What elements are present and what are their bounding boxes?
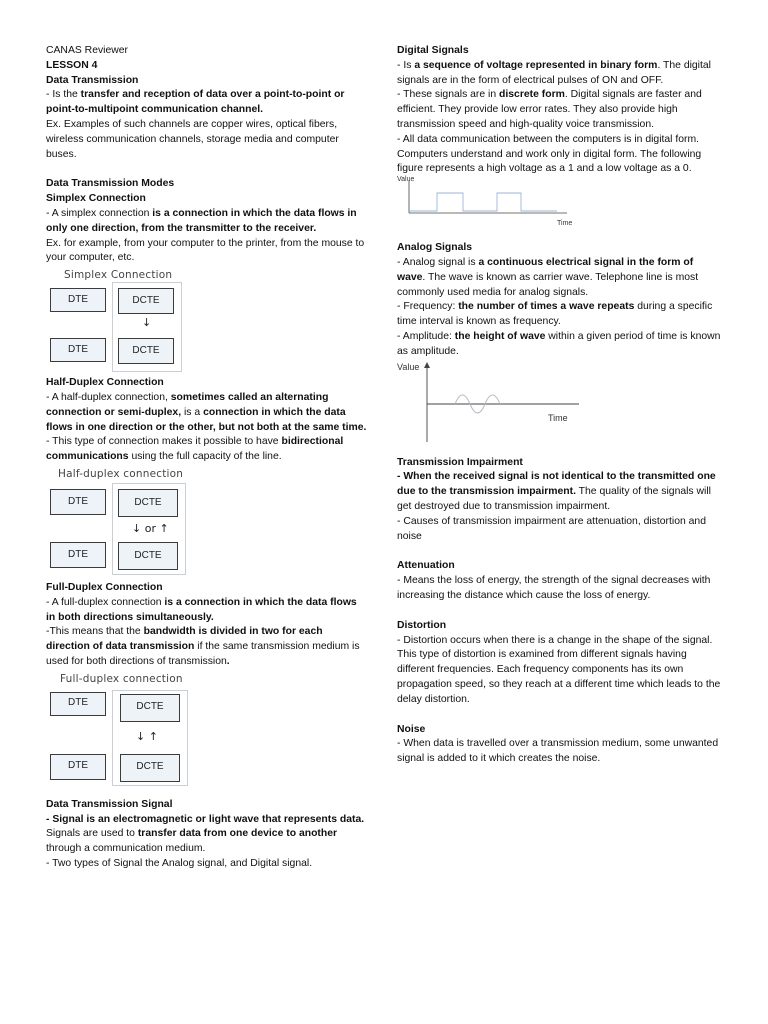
half-duplex-arrows: ↓ or ↑ <box>132 521 169 535</box>
analog-amplitude: - Amplitude: the height of wave within a given period of time is known as amplitude. <box>397 330 721 357</box>
left-column <box>46 44 368 872</box>
simplex-arrow: ↓ <box>142 316 152 330</box>
simplex-dcte-bottom: DCTE <box>118 338 174 364</box>
right-column <box>397 44 723 767</box>
impairment-heading: Transmission Impairment <box>397 456 523 468</box>
simplex-dte-bottom: DTE <box>50 338 106 362</box>
noise-heading: Noise <box>397 723 426 735</box>
full-duplex-dcte-top: DCTE <box>120 694 180 722</box>
attenuation-definition: - Means the loss of energy, the strength of the signal decreases with increasing the distance which cause the loss of energy. <box>397 575 711 601</box>
full-duplex-dte-bottom: DTE <box>50 754 106 780</box>
digital-discrete: - These signals are in discrete form. Digital signals are faster and efficient. They provide low error rates. They also provide high transmission speed and high-quality voice transmission. <box>397 89 702 130</box>
digital-heading: Digital Signals <box>397 45 469 56</box>
attenuation-heading: Attenuation <box>397 560 455 572</box>
simplex-dte-top: DTE <box>50 288 106 312</box>
full-duplex-definition: - A full-duplex connection is a connection in which the data flows in both directions simultaneously. <box>46 596 357 623</box>
analog-definition: - Analog signal is a continuous electrical signal in the form of wave. The wave is known as carrier wave. Telephone line is most commonly used media for analog signals. <box>397 256 699 298</box>
data-transmission-definition: - Is the transfer and reception of data over a point-to-point or point-to-multipoint communication channel. <box>46 89 345 116</box>
simplex-definition: - A simplex connection is a connection in which the data flows in only one direction, from the transmitter to the receiver. <box>46 207 357 234</box>
modes-heading: Data Transmission Modes <box>46 178 175 190</box>
analog-signal-plot <box>397 360 587 450</box>
impairment-causes: - Causes of transmission impairment are attenuation, distortion and noise <box>397 515 706 542</box>
analog-signal-figure <box>397 360 587 450</box>
document-title: CANAS Reviewer <box>46 45 128 56</box>
full-duplex-heading: Full-Duplex Connection <box>46 581 163 593</box>
half-duplex-dcte-top: DCTE <box>118 489 178 517</box>
full-duplex-note: -This means that the bandwidth is divided in two for each direction of data transmission if the same transmission medium is used for both directions of transmission. <box>46 626 360 667</box>
noise-definition: - When data is travelled over a transmission medium, some unwanted signal is added to it which creates the noise. <box>397 738 719 765</box>
simplex-dcte-top: DCTE <box>118 288 174 314</box>
full-duplex-dcte-bottom: DCTE <box>120 754 180 782</box>
simplex-example: Ex. for example, from your computer to the printer, from the mouse to your computer, etc. <box>46 237 365 264</box>
simplex-heading: Simplex Connection <box>46 193 146 205</box>
distortion-definition: - Distortion occurs when there is a change in the shape of the signal. This type of distortion is examined from different signals having different frequencies. Each frequency components has its own propagation speed, so they reach at a different time which leads to the delay distortion. <box>397 634 721 705</box>
impairment-definition: - When the received signal is not identical to the transmitted one due to the transmission impairment. The quality of the signals will get destroyed due to transmission impairment. <box>397 471 716 512</box>
signal-types: - Two types of Signal the Analog signal, and Digital signal. <box>46 857 313 869</box>
data-transmission-heading: Data Transmission <box>46 74 139 86</box>
signal-definition: - Signal is an electromagnetic or light wave that represents data. Signals are used to transfer data from one device to another through a communication medium. <box>46 813 365 855</box>
analog-frequency: - Frequency: the number of times a wave repeats during a specific time interval is known as frequency. <box>397 301 713 328</box>
full-duplex-diagram-title: Full-duplex connection <box>60 672 183 685</box>
analog-fig-value-label: Value <box>397 361 420 372</box>
distortion-heading: Distortion <box>397 619 447 631</box>
digital-signal-figure <box>397 177 577 235</box>
half-duplex-dcte-bottom: DCTE <box>118 542 178 570</box>
digital-definition: - Is a sequence of voltage represented in binary form. The digital signals are in the form of electrical pulses of ON and OFF. <box>397 59 711 86</box>
analog-fig-time-label: Time <box>548 412 568 423</box>
lesson-label: LESSON 4 <box>46 59 98 71</box>
signal-heading: Data Transmission Signal <box>46 798 173 810</box>
simplex-diagram <box>46 268 368 372</box>
half-duplex-definition: - A half-duplex connection, sometimes called an alternating connection or semi-duplex, is a connection in which the data flows in one direction or the other, but not both at the same time. <box>46 391 367 433</box>
full-duplex-dte-top: DTE <box>50 692 106 716</box>
digital-fig-value-label: Value <box>397 176 415 184</box>
digital-signal-plot <box>397 177 577 233</box>
data-transmission-example: Ex. Examples of such channels are copper wires, optical fibers, wireless communication channels, storage media and computer buses. <box>46 118 339 160</box>
digital-communication: - All data communication between the computers is in digital form. Computers understand and work only in digital form. The following figure represents a high voltage as a 1 and a low voltage as a 0. <box>397 133 702 175</box>
full-duplex-arrows: ↓ ↑ <box>136 729 158 743</box>
half-duplex-dte-bottom: DTE <box>50 542 106 568</box>
digital-fig-time-label: Time <box>557 220 573 228</box>
full-duplex-diagram <box>46 672 368 788</box>
half-duplex-diagram <box>46 467 368 577</box>
half-duplex-diagram-title: Half-duplex connection <box>58 467 184 480</box>
analog-heading: Analog Signals <box>397 242 473 254</box>
half-duplex-heading: Half-Duplex Connection <box>46 377 164 389</box>
simplex-diagram-title: Simplex Connection <box>64 269 173 282</box>
half-duplex-note: - This type of connection makes it possible to have bidirectional communications using the full capacity of the line. <box>46 436 344 463</box>
half-duplex-dte-top: DTE <box>50 489 106 515</box>
